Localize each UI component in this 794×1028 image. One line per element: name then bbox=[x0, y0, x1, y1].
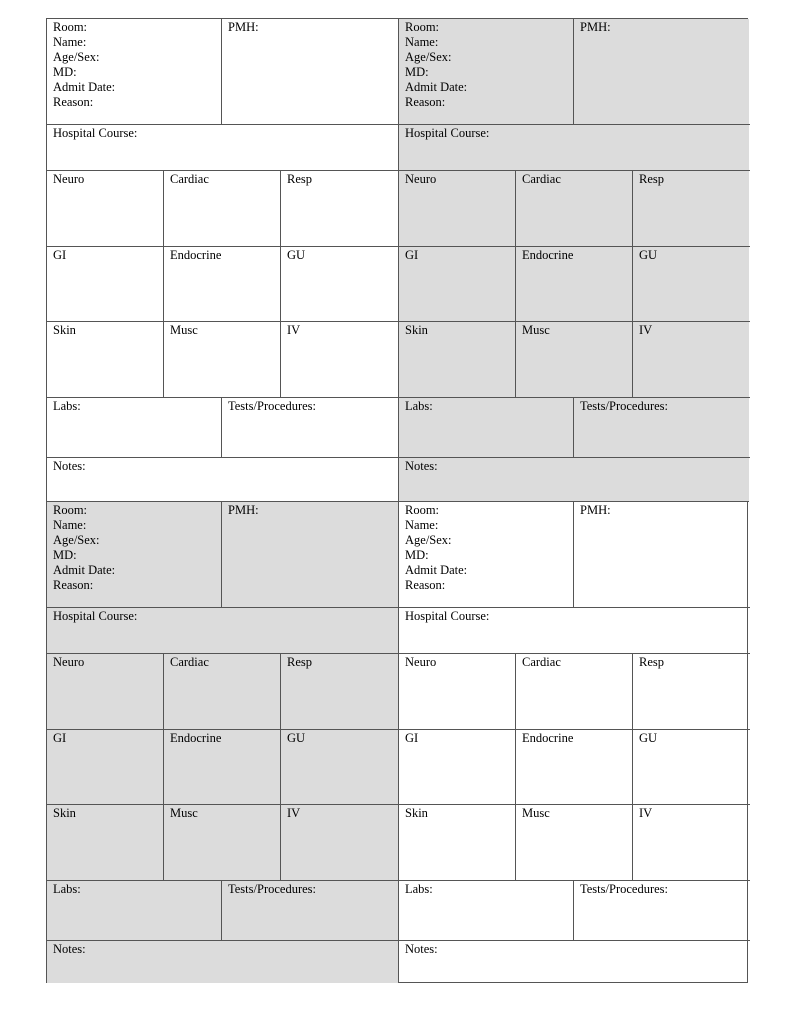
notes-field[interactable] bbox=[47, 941, 398, 984]
hospital-course-field-label: Hospital Course: bbox=[53, 126, 138, 140]
system-field-gi[interactable] bbox=[47, 730, 164, 805]
pmh-field[interactable] bbox=[574, 502, 750, 608]
system-field-resp-label: Resp bbox=[287, 655, 312, 669]
notes-field-label: Notes: bbox=[405, 459, 438, 473]
system-field-gi[interactable] bbox=[399, 730, 516, 805]
system-field-endocrine-label: Endocrine bbox=[170, 731, 222, 745]
patient-info-field-label: MD: bbox=[53, 548, 77, 562]
system-field-iv-label: IV bbox=[287, 806, 301, 820]
system-field-cardiac[interactable] bbox=[516, 654, 633, 730]
system-field-endocrine[interactable] bbox=[164, 730, 281, 805]
patient-info-field-label: MD: bbox=[405, 65, 429, 79]
system-field-endocrine-label: Endocrine bbox=[522, 731, 574, 745]
system-field-musc-label: Musc bbox=[170, 323, 198, 337]
system-field-cardiac-label: Cardiac bbox=[522, 172, 561, 186]
tests-procedures-field-label: Tests/Procedures: bbox=[228, 882, 316, 896]
system-field-resp-label: Resp bbox=[639, 172, 664, 186]
labs-field-label: Labs: bbox=[53, 399, 81, 413]
hospital-course-field-label: Hospital Course: bbox=[405, 126, 490, 140]
system-field-gu-label: GU bbox=[639, 731, 658, 745]
labs-field[interactable] bbox=[47, 398, 222, 458]
patient-info-field-label: Admit Date: bbox=[405, 563, 468, 577]
patient-block-3 bbox=[47, 501, 398, 983]
system-field-neuro[interactable] bbox=[47, 654, 164, 730]
system-field-cardiac[interactable] bbox=[164, 171, 281, 247]
system-field-skin[interactable] bbox=[399, 322, 516, 398]
pmh-field-label: PMH: bbox=[580, 20, 611, 34]
system-field-endocrine-label: Endocrine bbox=[170, 248, 222, 262]
system-field-iv[interactable] bbox=[281, 805, 398, 881]
patient-info-field-label: Room: bbox=[405, 503, 440, 517]
pmh-field[interactable] bbox=[222, 502, 398, 608]
system-field-gi-label: GI bbox=[405, 248, 419, 262]
system-field-resp[interactable] bbox=[633, 171, 750, 247]
system-field-neuro[interactable] bbox=[399, 654, 516, 730]
system-field-resp[interactable] bbox=[281, 171, 398, 247]
pmh-field-label: PMH: bbox=[580, 503, 611, 517]
system-field-skin-label: Skin bbox=[53, 323, 76, 337]
system-field-skin[interactable] bbox=[399, 805, 516, 881]
labs-field-label: Labs: bbox=[53, 882, 81, 896]
tests-procedures-field-label: Tests/Procedures: bbox=[228, 399, 316, 413]
system-field-musc-label: Musc bbox=[522, 323, 550, 337]
pmh-field-label: PMH: bbox=[228, 20, 259, 34]
system-field-skin[interactable] bbox=[47, 322, 164, 398]
system-field-neuro-label: Neuro bbox=[53, 655, 85, 669]
system-field-iv[interactable] bbox=[633, 322, 750, 398]
patient-info-field-label: Room: bbox=[53, 503, 88, 517]
patient-info-field[interactable] bbox=[399, 502, 574, 608]
patient-info-field-label: Reason: bbox=[405, 578, 446, 592]
system-field-musc[interactable] bbox=[164, 805, 281, 881]
system-field-neuro-label: Neuro bbox=[405, 172, 437, 186]
tests-procedures-field[interactable] bbox=[222, 881, 398, 941]
patient-block-2 bbox=[398, 19, 749, 501]
system-field-endocrine-label: Endocrine bbox=[522, 248, 574, 262]
tests-procedures-field[interactable] bbox=[574, 881, 750, 941]
pmh-field[interactable] bbox=[574, 19, 750, 125]
hospital-course-field[interactable] bbox=[399, 608, 750, 654]
system-field-gi-label: GI bbox=[53, 731, 67, 745]
tests-procedures-field-label: Tests/Procedures: bbox=[580, 399, 668, 413]
system-field-skin[interactable] bbox=[47, 805, 164, 881]
system-field-cardiac-label: Cardiac bbox=[170, 655, 209, 669]
patient-info-field-label: Admit Date: bbox=[53, 563, 116, 577]
system-field-iv[interactable] bbox=[633, 805, 750, 881]
hospital-course-field-label: Hospital Course: bbox=[53, 609, 138, 623]
patient-info-field[interactable] bbox=[47, 19, 222, 125]
system-field-gu-label: GU bbox=[639, 248, 658, 262]
patient-info-field-label: MD: bbox=[405, 548, 429, 562]
hospital-course-field[interactable] bbox=[399, 125, 750, 171]
patient-info-field-label: Reason: bbox=[53, 95, 94, 109]
patient-info-field-label: Age/Sex: bbox=[53, 50, 100, 64]
system-field-skin-label: Skin bbox=[405, 323, 428, 337]
pmh-field[interactable] bbox=[222, 19, 398, 125]
system-field-endocrine[interactable] bbox=[164, 247, 281, 322]
patient-info-field-label: Admit Date: bbox=[405, 80, 468, 94]
system-field-resp[interactable] bbox=[281, 654, 398, 730]
patient-info-field-label: Name: bbox=[53, 35, 87, 49]
system-field-neuro-label: Neuro bbox=[53, 172, 85, 186]
system-field-endocrine[interactable] bbox=[516, 730, 633, 805]
system-field-cardiac-label: Cardiac bbox=[522, 655, 561, 669]
labs-field[interactable] bbox=[399, 881, 574, 941]
system-field-resp-label: Resp bbox=[639, 655, 664, 669]
notes-field[interactable] bbox=[399, 941, 750, 984]
labs-field-label: Labs: bbox=[405, 399, 433, 413]
patient-info-field-label: Room: bbox=[53, 20, 88, 34]
system-field-neuro-label: Neuro bbox=[405, 655, 437, 669]
pmh-field-label: PMH: bbox=[228, 503, 259, 517]
patient-info-field[interactable] bbox=[47, 502, 222, 608]
system-field-gi-label: GI bbox=[405, 731, 419, 745]
system-field-skin-label: Skin bbox=[405, 806, 428, 820]
patient-info-field-label: Name: bbox=[405, 35, 439, 49]
system-field-cardiac[interactable] bbox=[164, 654, 281, 730]
system-field-endocrine[interactable] bbox=[516, 247, 633, 322]
system-field-gu-label: GU bbox=[287, 248, 306, 262]
tests-procedures-field[interactable] bbox=[222, 398, 398, 458]
system-field-gu-label: GU bbox=[287, 731, 306, 745]
system-field-gu[interactable] bbox=[633, 730, 750, 805]
patient-info-field-label: Age/Sex: bbox=[405, 533, 452, 547]
system-field-musc[interactable] bbox=[516, 322, 633, 398]
notes-field[interactable] bbox=[399, 458, 750, 501]
labs-field[interactable] bbox=[47, 881, 222, 941]
system-field-gu[interactable] bbox=[633, 247, 750, 322]
patient-info-field-label: Name: bbox=[53, 518, 87, 532]
system-field-gi-label: GI bbox=[53, 248, 67, 262]
system-field-iv-label: IV bbox=[639, 806, 653, 820]
patient-block-1 bbox=[47, 19, 398, 501]
hospital-course-field-label: Hospital Course: bbox=[405, 609, 490, 623]
system-field-musc-label: Musc bbox=[522, 806, 550, 820]
system-field-resp[interactable] bbox=[633, 654, 750, 730]
notes-field[interactable] bbox=[47, 458, 398, 501]
system-field-musc[interactable] bbox=[164, 322, 281, 398]
system-field-iv-label: IV bbox=[287, 323, 301, 337]
patient-block-4 bbox=[398, 501, 749, 983]
system-field-cardiac[interactable] bbox=[516, 171, 633, 247]
system-field-cardiac-label: Cardiac bbox=[170, 172, 209, 186]
system-field-iv-label: IV bbox=[639, 323, 653, 337]
patient-info-field-label: Name: bbox=[405, 518, 439, 532]
labs-field-label: Labs: bbox=[405, 882, 433, 896]
system-field-gi[interactable] bbox=[399, 247, 516, 322]
labs-field[interactable] bbox=[399, 398, 574, 458]
patient-info-field-label: MD: bbox=[53, 65, 77, 79]
system-field-gu[interactable] bbox=[281, 247, 398, 322]
notes-field-label: Notes: bbox=[53, 942, 86, 956]
patient-info-field-label: Age/Sex: bbox=[53, 533, 100, 547]
patient-info-field[interactable] bbox=[399, 19, 574, 125]
system-field-iv[interactable] bbox=[281, 322, 398, 398]
system-field-neuro[interactable] bbox=[47, 171, 164, 247]
system-field-gu[interactable] bbox=[281, 730, 398, 805]
tests-procedures-field[interactable] bbox=[574, 398, 750, 458]
patient-info-field-label: Admit Date: bbox=[53, 80, 116, 94]
patient-info-field-label: Age/Sex: bbox=[405, 50, 452, 64]
hospital-course-field[interactable] bbox=[47, 125, 398, 171]
tests-procedures-field-label: Tests/Procedures: bbox=[580, 882, 668, 896]
system-field-musc-label: Musc bbox=[170, 806, 198, 820]
system-field-neuro[interactable] bbox=[399, 171, 516, 247]
notes-field-label: Notes: bbox=[53, 459, 86, 473]
patient-info-field-label: Room: bbox=[405, 20, 440, 34]
report-sheet bbox=[46, 18, 748, 983]
system-field-gi[interactable] bbox=[47, 247, 164, 322]
system-field-skin-label: Skin bbox=[53, 806, 76, 820]
notes-field-label: Notes: bbox=[405, 942, 438, 956]
system-field-resp-label: Resp bbox=[287, 172, 312, 186]
system-field-musc[interactable] bbox=[516, 805, 633, 881]
patient-info-field-label: Reason: bbox=[405, 95, 446, 109]
hospital-course-field[interactable] bbox=[47, 608, 398, 654]
patient-info-field-label: Reason: bbox=[53, 578, 94, 592]
